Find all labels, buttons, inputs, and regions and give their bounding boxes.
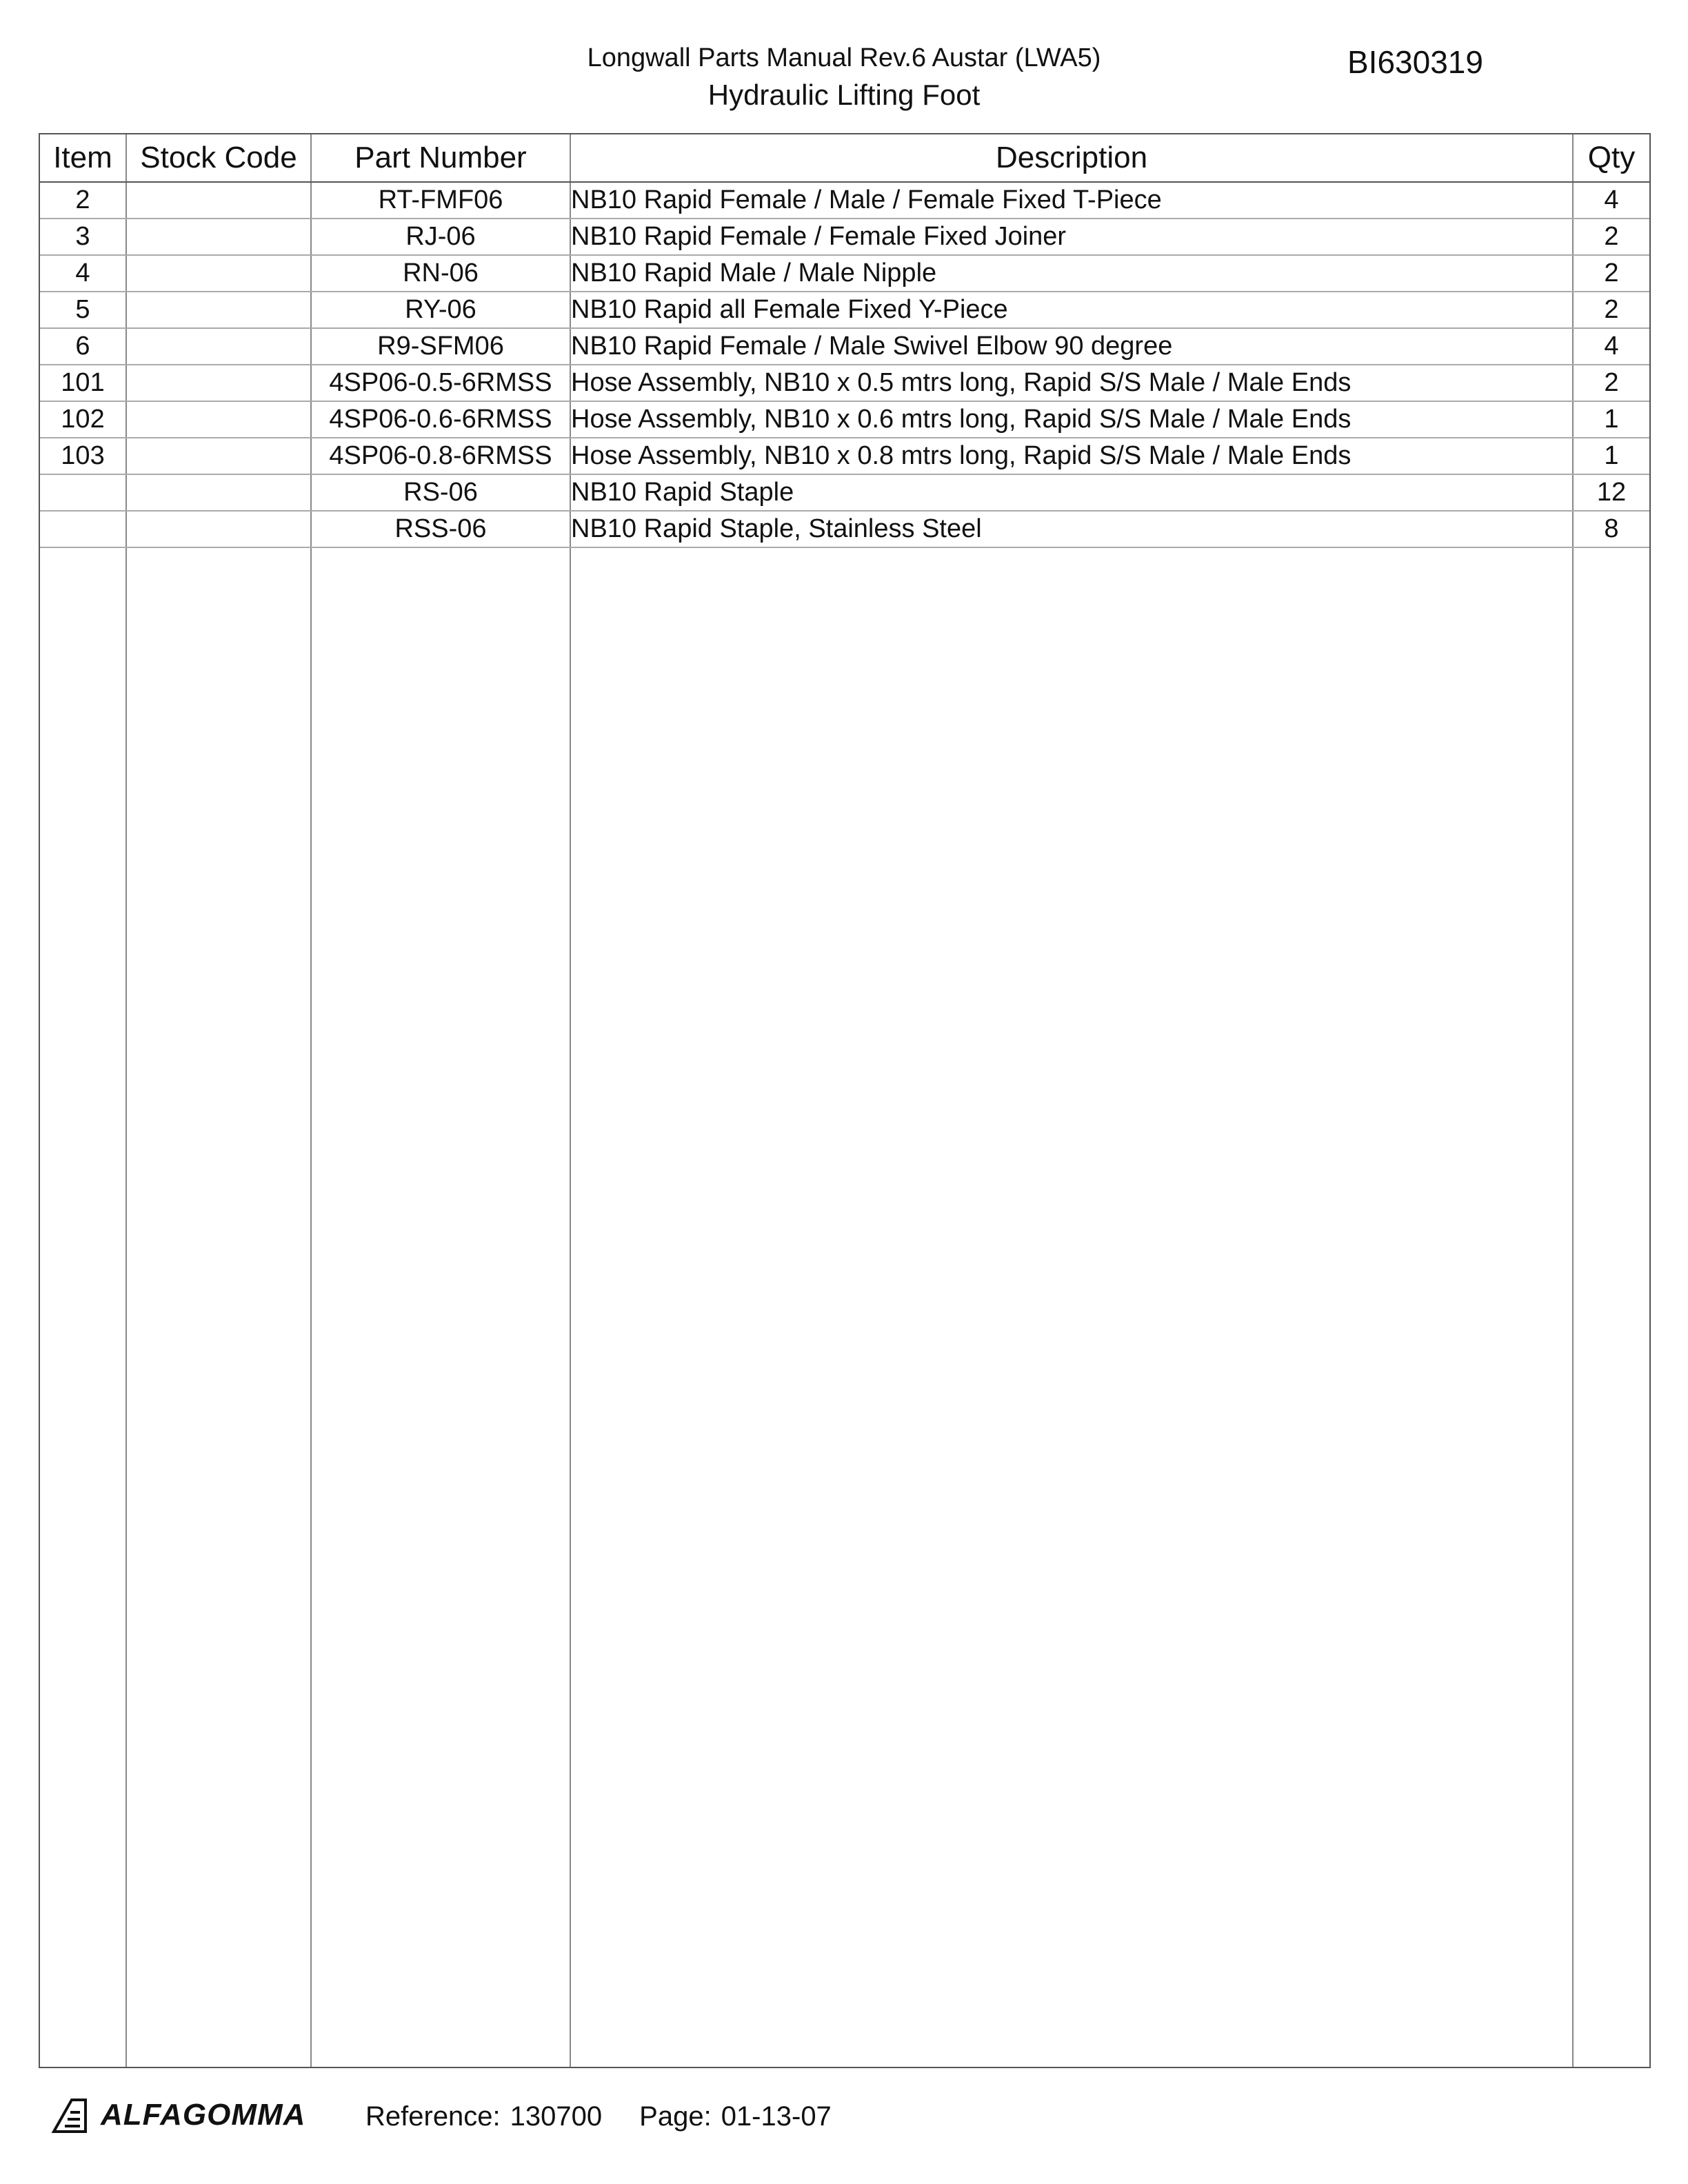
- cell-stock-code: [126, 511, 311, 547]
- cell-qty: 1: [1573, 438, 1649, 474]
- cell-part-number: 4SP06-0.8-6RMSS: [311, 438, 570, 474]
- cell-item: [40, 511, 126, 547]
- cell-description: NB10 Rapid Staple: [570, 474, 1573, 511]
- cell-qty: 4: [1573, 182, 1649, 219]
- cell-stock-code: [126, 365, 311, 401]
- cell-qty: 2: [1573, 365, 1649, 401]
- cell-qty: 2: [1573, 255, 1649, 292]
- cell-qty: 1: [1573, 401, 1649, 438]
- cell-part-number: RJ-06: [311, 219, 570, 255]
- cell-item: [40, 474, 126, 511]
- cell-qty: 4: [1573, 328, 1649, 365]
- column-header-item: Item: [40, 134, 126, 182]
- table-row: [40, 182, 1649, 219]
- column-header-part-number: Part Number: [311, 134, 570, 182]
- cell-item: 6: [40, 328, 126, 365]
- column-header-stock-code: Stock Code: [126, 134, 311, 182]
- table-header-row: [40, 134, 1649, 182]
- cell-description: NB10 Rapid Female / Female Fixed Joiner: [570, 219, 1573, 255]
- document-code: BI630319: [1347, 44, 1483, 80]
- parts-table: [40, 134, 1649, 548]
- cell-stock-code: [126, 474, 311, 511]
- cell-part-number: RS-06: [311, 474, 570, 511]
- cell-part-number: RSS-06: [311, 511, 570, 547]
- section-title: Hydraulic Lifting Foot: [707, 79, 981, 111]
- reference-value: 130700: [510, 2101, 603, 2132]
- cell-description: NB10 Rapid Female / Male Swivel Elbow 90 degree: [570, 328, 1573, 365]
- alfagomma-logo-icon: [50, 2096, 90, 2136]
- cell-qty: 2: [1573, 219, 1649, 255]
- cell-description: Hose Assembly, NB10 x 0.6 mtrs long, Rapid S/S Male / Male Ends: [570, 401, 1573, 438]
- cell-stock-code: [126, 438, 311, 474]
- table-row: [40, 328, 1649, 365]
- cell-qty: 12: [1573, 474, 1649, 511]
- cell-part-number: RN-06: [311, 255, 570, 292]
- cell-description: Hose Assembly, NB10 x 0.8 mtrs long, Rapid S/S Male / Male Ends: [570, 438, 1573, 474]
- table-row: [40, 255, 1649, 292]
- cell-stock-code: [126, 219, 311, 255]
- cell-stock-code: [126, 255, 311, 292]
- cell-qty: 2: [1573, 292, 1649, 328]
- cell-qty: 8: [1573, 511, 1649, 547]
- manual-title: Longwall Parts Manual Rev.6 Austar (LWA5): [587, 43, 1101, 72]
- cell-part-number: RT-FMF06: [311, 182, 570, 219]
- cell-description: NB10 Rapid Staple, Stainless Steel: [570, 511, 1573, 547]
- table-row: [40, 401, 1649, 438]
- table-row: [40, 292, 1649, 328]
- cell-part-number: RY-06: [311, 292, 570, 328]
- cell-stock-code: [126, 292, 311, 328]
- table-row: [40, 438, 1649, 474]
- cell-part-number: 4SP06-0.6-6RMSS: [311, 401, 570, 438]
- cell-item: 3: [40, 219, 126, 255]
- cell-item: 2: [40, 182, 126, 219]
- table-row: [40, 511, 1649, 547]
- column-header-description: Description: [570, 134, 1573, 182]
- table-row: [40, 219, 1649, 255]
- cell-item: 5: [40, 292, 126, 328]
- cell-part-number: R9-SFM06: [311, 328, 570, 365]
- cell-item: 102: [40, 401, 126, 438]
- page-value: 01-13-07: [721, 2101, 832, 2132]
- cell-item: 4: [40, 255, 126, 292]
- cell-item: 103: [40, 438, 126, 474]
- table-row: [40, 474, 1649, 511]
- reference-line: [365, 2099, 841, 2134]
- cell-part-number: 4SP06-0.5-6RMSS: [311, 365, 570, 401]
- page-footer: [50, 2096, 1636, 2137]
- column-header-qty: Qty: [1573, 134, 1649, 182]
- cell-description: NB10 Rapid all Female Fixed Y-Piece: [570, 292, 1573, 328]
- cell-description: NB10 Rapid Male / Male Nipple: [570, 255, 1573, 292]
- table-row: [40, 365, 1649, 401]
- brand-logo-text: ALFAGOMMA: [101, 2098, 306, 2132]
- reference-label: Reference:: [365, 2101, 501, 2132]
- cell-item: 101: [40, 365, 126, 401]
- cell-stock-code: [126, 401, 311, 438]
- cell-description: NB10 Rapid Female / Male / Female Fixed T-Piece: [570, 182, 1573, 219]
- cell-stock-code: [126, 182, 311, 219]
- parts-sheet: [39, 133, 1651, 2068]
- cell-stock-code: [126, 328, 311, 365]
- cell-description: Hose Assembly, NB10 x 0.5 mtrs long, Rapid S/S Male / Male Ends: [570, 365, 1573, 401]
- page-label: Page:: [639, 2101, 712, 2132]
